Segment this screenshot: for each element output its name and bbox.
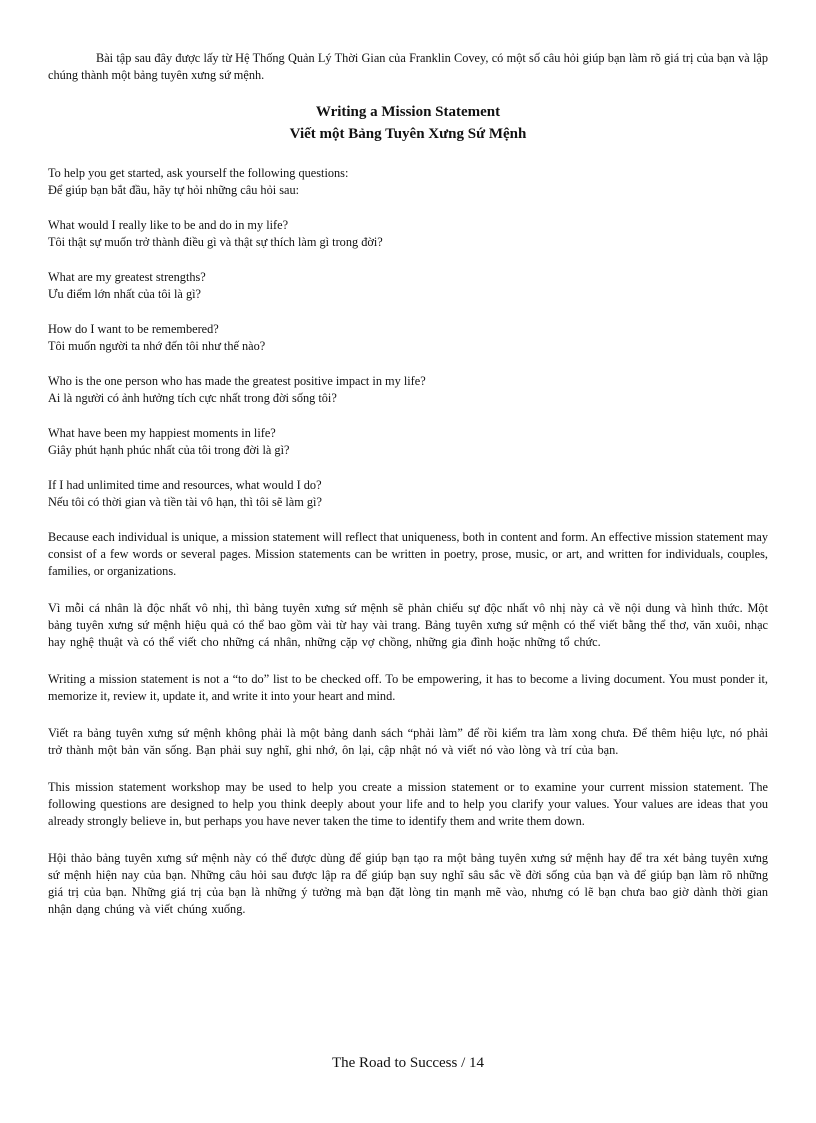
question-item — [48, 321, 768, 355]
question-vietnamese: Ưu điểm lớn nhất của tôi là gì? — [48, 287, 201, 301]
prompt-vietnamese: Để giúp bạn bắt đầu, hãy tự hỏi những câu hỏi sau: — [48, 183, 300, 197]
body-paragraph-english: This mission statement workshop may be used to help you create a mission statement or to examine your current mission statement. The following questions are designed to help you think deeply about your life and to help you clarify your values. Your values are ideas that you already strongly believe in, but perhaps you have never taken the time to identify them and write them down. — [48, 780, 768, 828]
title-vietnamese: Viết một Bảng Tuyên Xưng Sứ Mệnh — [289, 126, 527, 142]
body-paragraph-vietnamese: Viết ra bảng tuyên xưng sứ mệnh không phải là một bảng danh sách “phải làm” để rồi kiểm tra làm xong chưa. Để thêm hiệu lực, nó phải trở thành một bản văn sống. Bạn phải suy nghĩ, ghi nhớ, ôn lại, cập nhật nó và viết nó vào lòng và trí của bạn. — [48, 726, 768, 757]
page-title — [48, 101, 768, 145]
question-item — [48, 477, 768, 511]
question-vietnamese: Giây phút hạnh phúc nhất của tôi trong đời là gì? — [48, 443, 290, 457]
question-vietnamese: Nếu tôi có thời gian và tiền tài vô hạn, thì tôi sẽ làm gì? — [48, 495, 322, 509]
document-page — [48, 50, 768, 938]
question-item — [48, 373, 768, 407]
prompt-block — [48, 165, 768, 199]
question-vietnamese: Ai là người có ảnh hưởng tích cực nhất trong đời sống tôi? — [48, 391, 337, 405]
page-footer: The Road to Success / 14 — [331, 1055, 485, 1071]
body-paragraph-vietnamese: Vì mỗi cá nhân là độc nhất vô nhị, thì bảng tuyên xưng sứ mệnh sẽ phản chiếu sự độc nhất vô nhị này cả về nội dung và hình thức. Một bảng tuyên xưng sứ mệnh hiệu quả có thể bao gồm vài từ hay vài trang. Bảng tuyên xưng sứ mệnh có thể viết bằng thể thơ, văn xuôi, nhạc hay nghệ thuật và có thể viết cho những cá nhân, những cặp vợ chồng, những gia đình hoặc những tổ chức. — [48, 601, 768, 649]
question-item — [48, 269, 768, 303]
intro-paragraph: Bài tập sau đây được lấy từ Hệ Thống Quản Lý Thời Gian của Franklin Covey, có một số câu hỏi giúp bạn làm rõ giá trị của bạn và lập chúng thành một bảng tuyên xưng sứ mệnh. — [48, 51, 768, 82]
question-item — [48, 425, 768, 459]
prompt-english: To help you get started, ask yourself the following questions: — [48, 166, 349, 180]
question-english: Who is the one person who has made the greatest positive impact in my life? — [48, 374, 426, 388]
body-paragraph-vietnamese: Hội thảo bảng tuyên xưng sứ mệnh này có thể được dùng để giúp bạn tạo ra một bảng tuyên xưng sứ mệnh hay để tra xét bảng tuyên xưng sứ mệnh hiện nay của bạn. Những câu hỏi sau được lập ra để giúp bạn suy nghĩ sâu sắc về đời sống của bạn và để giúp bạn làm rõ những giá trị của bạn. Những giá trị của bạn là những ý tưởng mà bạn đặt lòng tin mạnh mẽ vào, nhưng có lẽ bạn chưa bao giờ dành thời gian nhận dạng chúng và viết chúng xuống. — [48, 851, 768, 916]
question-item — [48, 217, 768, 251]
question-english: What are my greatest strengths? — [48, 270, 206, 284]
question-vietnamese: Tôi thật sự muốn trở thành điều gì và thật sự thích làm gì trong đời? — [48, 235, 383, 249]
body-paragraph-english: Writing a mission statement is not a “to do” list to be checked off. To be empowering, it has to become a living document. You must ponder it, memorize it, review it, update it, and write it into your heart and mind. — [48, 672, 768, 703]
title-english: Writing a Mission Statement — [315, 104, 501, 120]
question-english: What have been my happiest moments in life? — [48, 426, 276, 440]
question-english: What would I really like to be and do in my life? — [48, 218, 289, 232]
question-vietnamese: Tôi muốn người ta nhớ đến tôi như thế nào? — [48, 339, 266, 353]
question-english: How do I want to be remembered? — [48, 322, 219, 336]
question-english: If I had unlimited time and resources, what would I do? — [48, 478, 322, 492]
body-paragraph-english: Because each individual is unique, a mission statement will reflect that uniqueness, both in content and form. An effective mission statement may consist of a few words or several pages. Mission statements can be written in poetry, prose, music, or art, and written for individuals, couples, families, or organizations. — [48, 530, 768, 578]
